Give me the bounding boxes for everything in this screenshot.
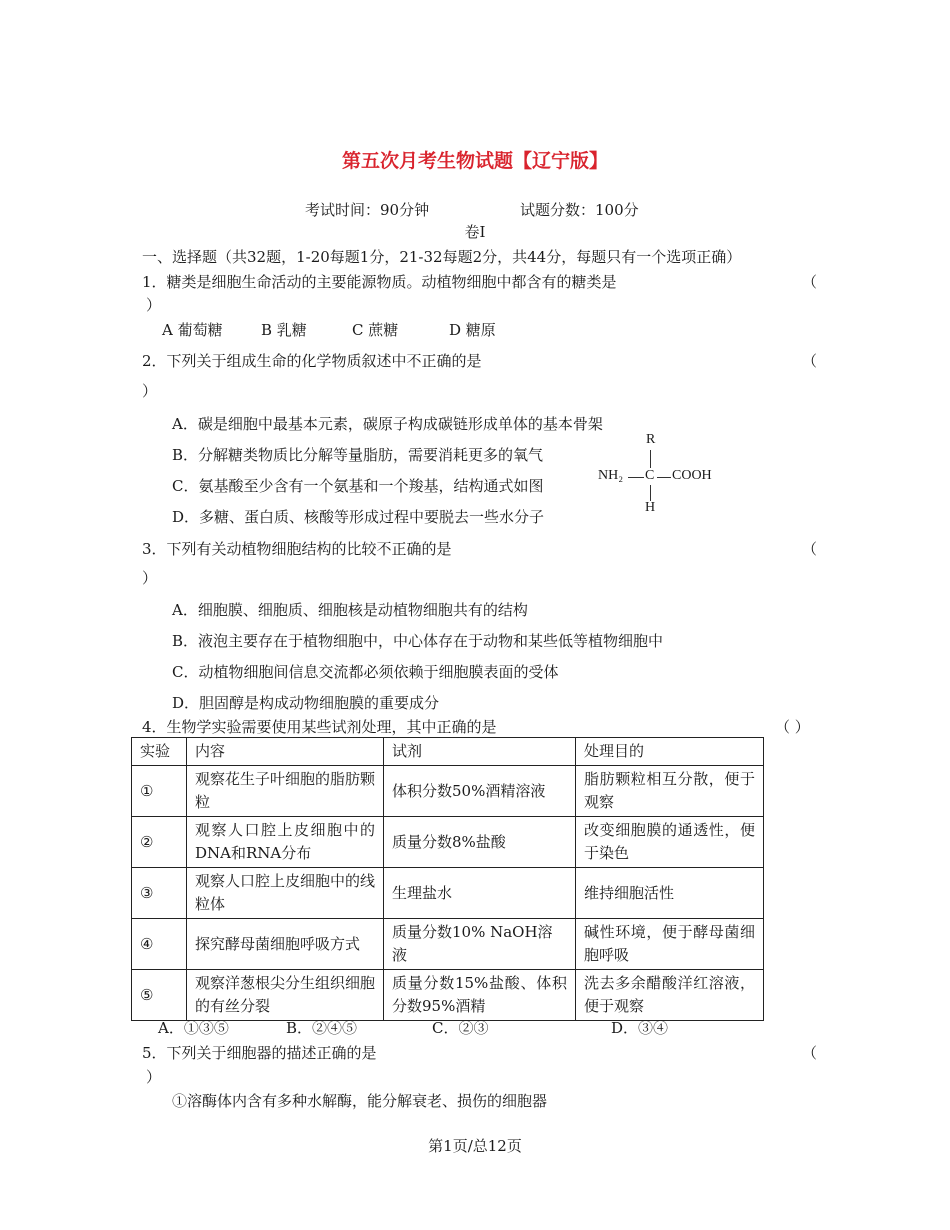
instructions: 一、选择题（共32题，1-20每题1分，21-32每题2分，共44分，每题只有一个选项正确） xyxy=(142,248,742,266)
q1-option-d: D 糖原 xyxy=(449,321,496,339)
table-cell: 生理盐水 xyxy=(384,868,576,919)
amino-acid-formula xyxy=(598,432,718,518)
q4-table xyxy=(131,737,764,1021)
q2-paren-open: （ xyxy=(802,352,818,370)
header-cell: 实验 xyxy=(132,738,187,766)
q4-option-c: C．②③ xyxy=(432,1019,489,1037)
table-cell: 质量分数8%盐酸 xyxy=(384,817,576,868)
q2-option-c: C．氨基酸至少含有一个氨基和一个羧基，结构通式如图 xyxy=(172,477,544,495)
table-cell: 观察花生子叶细胞的脂肪颗粒 xyxy=(187,766,384,817)
table-cell: 体积分数50%酒精溶液 xyxy=(384,766,576,817)
formula-r: R xyxy=(646,432,656,447)
exam-score: 试题分数：100分 xyxy=(520,201,639,219)
q3-option-d: D．胆固醇是构成动物细胞膜的重要成分 xyxy=(172,694,440,712)
table-cell: 观察人口腔上皮细胞中的DNA和RNA分布 xyxy=(187,817,384,868)
table-row xyxy=(132,868,764,919)
table-cell: ⑤ xyxy=(132,970,187,1021)
q4-stem: 4．生物学实验需要使用某些试剂处理，其中正确的是 xyxy=(142,718,497,736)
table-cell: 维持细胞活性 xyxy=(576,868,764,919)
q4-paren: （ ） xyxy=(775,718,810,736)
table-cell: 洗去多余醋酸洋红溶液，便于观察 xyxy=(576,970,764,1021)
q1-paren-open: （ xyxy=(802,273,818,291)
q5-item-1: ①溶酶体内含有多种水解酶，能分解衰老、损伤的细胞器 xyxy=(172,1092,548,1110)
q5-paren-open: （ xyxy=(802,1044,818,1062)
table-cell: 脂肪颗粒相互分散，便于观察 xyxy=(576,766,764,817)
table-cell: ① xyxy=(132,766,187,817)
formula-h: H xyxy=(645,500,656,515)
q2-stem: 2．下列关于组成生命的化学物质叙述中不正确的是 xyxy=(142,352,482,370)
table-cell: 质量分数10% NaOH溶液 xyxy=(384,919,576,970)
formula-bond-bottom xyxy=(650,485,651,501)
q3-paren-close: ） xyxy=(142,569,158,587)
table-row xyxy=(132,919,764,970)
table-cell: 质量分数15%盐酸、体积分数95%酒精 xyxy=(384,970,576,1021)
header-cell: 内容 xyxy=(187,738,384,766)
formula-bond-top xyxy=(650,450,651,468)
q3-option-b: B．液泡主要存在于植物细胞中，中心体存在于动物和某些低等植物细胞中 xyxy=(172,632,664,650)
q1-option-b: B 乳糖 xyxy=(261,321,307,339)
q2-option-b: B．分解糖类物质比分解等量脂肪，需要消耗更多的氧气 xyxy=(172,446,544,464)
q4-option-b: B．②④⑤ xyxy=(286,1019,358,1037)
q2-option-d: D．多糖、蛋白质、核酸等形成过程中要脱去一些水分子 xyxy=(172,508,545,526)
table-row xyxy=(132,766,764,817)
q4-option-a: A．①③⑤ xyxy=(158,1019,229,1037)
formula-bond-left xyxy=(628,477,644,478)
formula-bond-right xyxy=(657,477,671,478)
table-header-row xyxy=(132,738,764,766)
page-footer: 第1页/总12页 xyxy=(428,1137,522,1155)
q1-stem: 1．糖类是细胞生命活动的主要能源物质。动植物细胞中都含有的糖类是 xyxy=(142,273,617,291)
header-cell: 处理目的 xyxy=(576,738,764,766)
table-row xyxy=(132,970,764,1021)
q2-option-a: A．碳是细胞中最基本元素，碳原子构成碳链形成单体的基本骨架 xyxy=(172,415,603,433)
q3-paren-open: （ xyxy=(802,540,818,558)
table-cell: 探究酵母菌细胞呼吸方式 xyxy=(187,919,384,970)
q1-paren-close: ） xyxy=(146,296,162,314)
table-row xyxy=(132,817,764,868)
table-cell: ④ xyxy=(132,919,187,970)
table-cell: 碱性环境，便于酵母菌细胞呼吸 xyxy=(576,919,764,970)
q2-paren-close: ） xyxy=(142,382,158,400)
q4-option-d: D．③④ xyxy=(611,1019,669,1037)
table-cell: ② xyxy=(132,817,187,868)
q1-option-a: A 葡萄糖 xyxy=(162,321,223,339)
exam-time: 考试时间：90分钟 xyxy=(305,201,430,219)
table-cell: 改变细胞膜的通透性，便于染色 xyxy=(576,817,764,868)
table-cell: ③ xyxy=(132,868,187,919)
section-label: 卷Ⅰ xyxy=(464,223,486,241)
table-cell: 观察人口腔上皮细胞中的线粒体 xyxy=(187,868,384,919)
formula-nh2: NH₂ xyxy=(598,468,624,483)
header-cell: 试剂 xyxy=(384,738,576,766)
formula-cooh: COOH xyxy=(672,468,712,483)
q3-stem: 3．下列有关动植物细胞结构的比较不正确的是 xyxy=(142,540,452,558)
page-title: 第五次月考生物试题【辽宁版】 xyxy=(341,150,608,172)
q3-option-c: C．动植物细胞间信息交流都必须依赖于细胞膜表面的受体 xyxy=(172,663,559,681)
table-cell: 观察洋葱根尖分生组织细胞的有丝分裂 xyxy=(187,970,384,1021)
q5-paren-close: ） xyxy=(146,1068,162,1086)
q3-option-a: A．细胞膜、细胞质、细胞核是动植物细胞共有的结构 xyxy=(172,601,528,619)
q1-option-c: C 蔗糖 xyxy=(352,321,399,339)
formula-c: C xyxy=(645,468,655,483)
q5-stem: 5．下列关于细胞器的描述正确的是 xyxy=(142,1044,377,1062)
